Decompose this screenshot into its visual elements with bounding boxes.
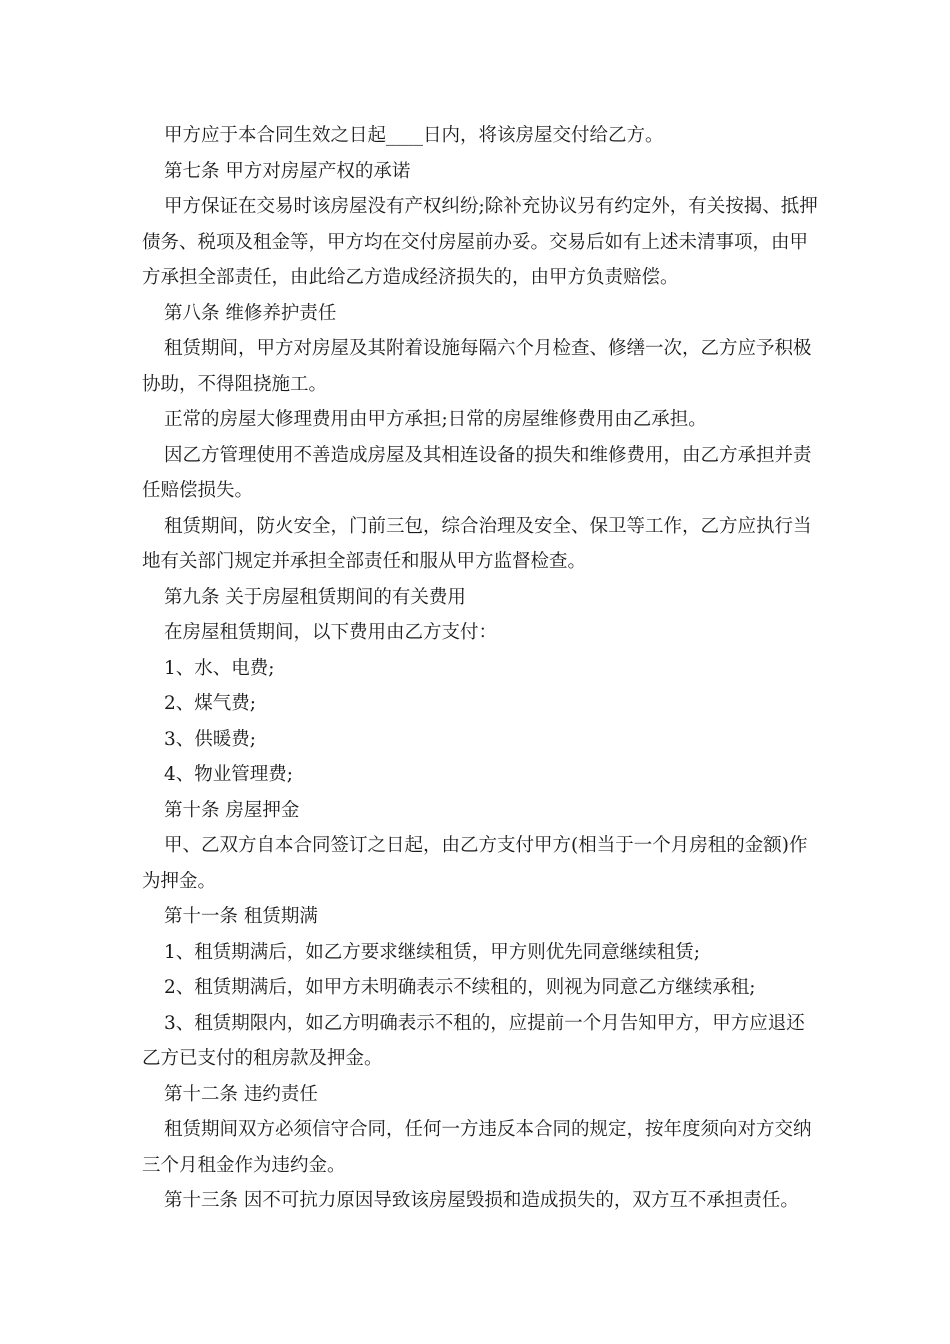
list-item: 1、水、电费; bbox=[164, 657, 275, 679]
paragraph: 甲、乙双方自本合同签订之日起，由乙方支付甲方(相当于一个月房租的金额)作为押金。 bbox=[142, 835, 808, 892]
article-heading-13: 第十三条 因不可抗力原因导致该房屋毁损和造成损失的，双方互不承担责任。 bbox=[164, 1190, 799, 1211]
article-heading-11: 第十一条 租赁期满 bbox=[164, 906, 318, 927]
paragraph: 租赁期间，防火安全，门前三包，综合治理及安全、保卫等工作，乙方应执行当地有关部门规定并承担全部责任和服从甲方监督检查。 bbox=[142, 515, 812, 572]
paragraph: 在房屋租赁期间，以下费用由乙方支付： bbox=[164, 622, 498, 643]
paragraph: 甲方应于本合同生效之日起____日内，将该房屋交付给乙方。 bbox=[164, 125, 664, 146]
paragraph: 因乙方管理使用不善造成房屋及其相连设备的损失和维修费用，由乙方承担并责任赔偿损失。 bbox=[142, 444, 812, 501]
document-body bbox=[142, 118, 822, 1219]
list-item: 1、租赁期满后，如乙方要求继续租赁，甲方则优先同意继续租赁; bbox=[164, 941, 701, 963]
article-heading-7: 第七条 甲方对房屋产权的承诺 bbox=[164, 160, 411, 182]
list-item: 2、煤气费; bbox=[164, 693, 257, 714]
paragraph: 租赁期间双方必须信守合同，任何一方违反本合同的规定，按年度须向对方交纳三个月租金作为违约金。 bbox=[142, 1119, 812, 1176]
list-item: 4、物业管理费; bbox=[164, 764, 294, 785]
article-heading-9: 第九条 关于房屋租赁期间的有关费用 bbox=[164, 586, 466, 608]
list-item: 3、供暖费; bbox=[164, 728, 257, 750]
paragraph: 租赁期间，甲方对房屋及其附着设施每隔六个月检查、修缮一次，乙方应予积极协助，不得阻挠施工。 bbox=[142, 338, 812, 395]
article-heading-12: 第十二条 违约责任 bbox=[164, 1083, 318, 1105]
article-heading-10: 第十条 房屋押金 bbox=[164, 799, 300, 821]
paragraph: 正常的房屋大修理费用由甲方承担;日常的房屋维修费用由乙承担。 bbox=[164, 409, 707, 430]
list-item: 2、租赁期满后，如甲方未明确表示不续租的，则视为同意乙方继续承租; bbox=[164, 977, 756, 998]
article-heading-8: 第八条 维修养护责任 bbox=[164, 302, 337, 324]
paragraph: 甲方保证在交易时该房屋没有产权纠纷;除补充协议另有约定外，有关按揭、抵押债务、税项及租金等，甲方均在交付房屋前办妥。交易后如有上述未清事项，由甲方承担全部责任，由此给乙方造成经济损失的，由甲方负责赔偿。 bbox=[142, 196, 818, 288]
list-item: 3、租赁期限内，如乙方明确表示不租的，应提前一个月告知甲方，甲方应退还乙方已支付的租房款及押金。 bbox=[142, 1012, 805, 1069]
